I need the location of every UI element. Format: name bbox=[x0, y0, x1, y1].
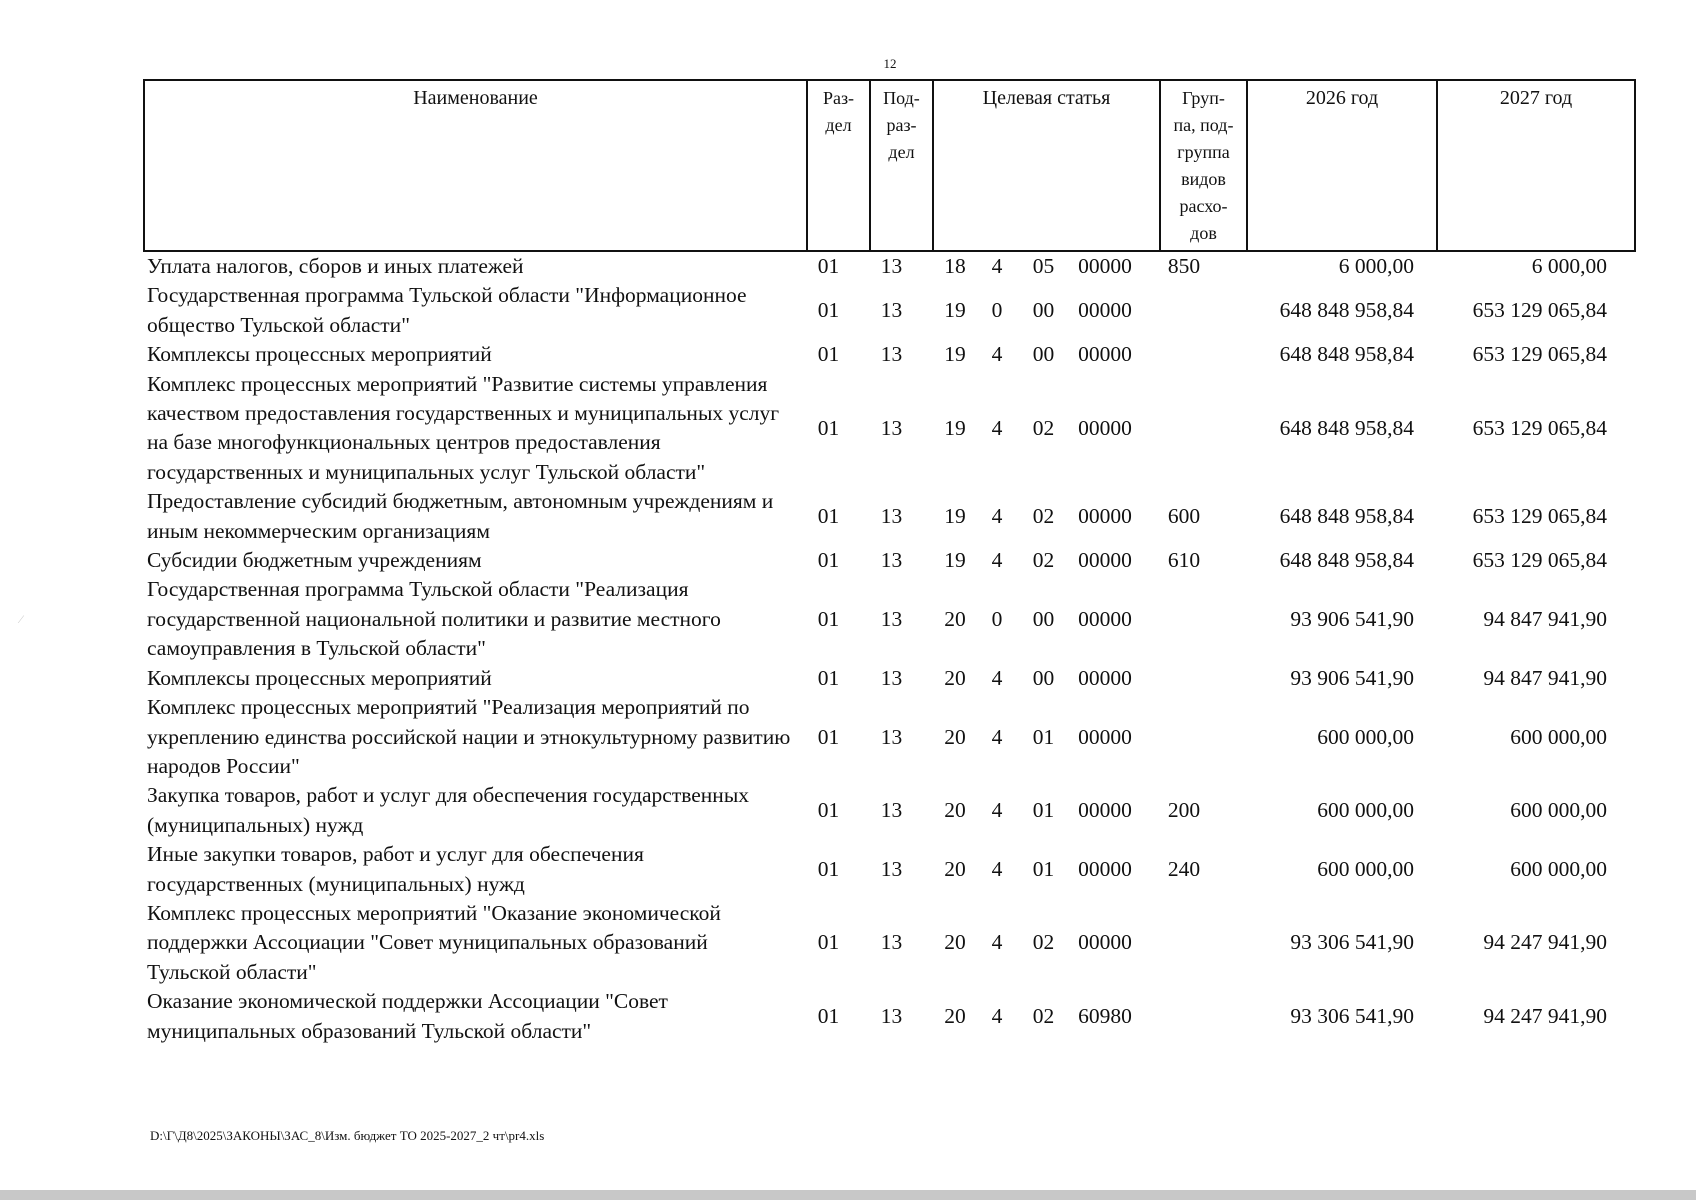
row-amount-2026: 648 848 958,84 bbox=[1279, 298, 1414, 323]
row-target-subprogram: 02 bbox=[1032, 1003, 1055, 1028]
row-name: Субсидии бюджетным учреждениям bbox=[147, 548, 482, 573]
table-row bbox=[143, 664, 1636, 693]
header-razdel: Раз- дел bbox=[806, 81, 869, 250]
row-target-program: 19 bbox=[944, 342, 966, 367]
header-target-article: Целевая статья bbox=[932, 81, 1159, 250]
row-name: Предоставление субсидий бюджетным, автономным учреждениям и иным некоммерческим организациям bbox=[147, 489, 774, 543]
row-razdel: 01 bbox=[817, 548, 840, 573]
table-row bbox=[143, 340, 1636, 369]
row-podrazdel: 13 bbox=[880, 856, 903, 881]
row-amount-2026: 6 000,00 bbox=[1338, 254, 1414, 278]
row-target-program: 20 bbox=[944, 724, 966, 749]
row-podrazdel: 13 bbox=[880, 606, 903, 631]
row-target-subprogram: 01 bbox=[1032, 856, 1055, 881]
header-name: Наименование bbox=[413, 87, 538, 109]
table-row bbox=[143, 899, 1636, 987]
row-podrazdel: 13 bbox=[880, 298, 903, 323]
row-razdel: 01 bbox=[817, 503, 840, 528]
row-amount-2027: 94 847 941,90 bbox=[1483, 665, 1607, 690]
row-target-subprogram: 01 bbox=[1032, 724, 1055, 749]
row-target-direction: 00000 bbox=[1078, 665, 1132, 690]
row-target-subprogram: 01 bbox=[1032, 798, 1055, 823]
row-target-type: 4 bbox=[991, 254, 1003, 278]
row-name: Комплекс процессных мероприятий "Оказание экономической поддержки Ассоциации "Совет муниципальных образований Тульской области" bbox=[147, 900, 721, 984]
row-razdel: 01 bbox=[817, 1003, 840, 1028]
table-row bbox=[143, 546, 1636, 575]
row-target-program: 20 bbox=[944, 665, 966, 690]
row-podrazdel: 13 bbox=[880, 503, 903, 528]
table-row bbox=[143, 370, 1636, 488]
row-name: Уплата налогов, сборов и иных платежей bbox=[147, 254, 524, 278]
row-target-program: 18 bbox=[944, 254, 966, 278]
row-target-type: 4 bbox=[991, 342, 1003, 367]
row-target-program: 20 bbox=[944, 930, 966, 955]
row-podrazdel: 13 bbox=[880, 342, 903, 367]
row-target-program: 19 bbox=[944, 415, 966, 440]
row-target-subprogram: 00 bbox=[1032, 342, 1055, 367]
row-target-subprogram: 02 bbox=[1032, 415, 1055, 440]
row-amount-2027: 94 247 941,90 bbox=[1483, 1003, 1607, 1028]
row-amount-2027: 653 129 065,84 bbox=[1472, 342, 1607, 367]
row-group: 600 bbox=[1167, 503, 1201, 528]
header-group: Груп- па, под- группа видов расхо- дов bbox=[1159, 81, 1246, 250]
row-amount-2026: 600 000,00 bbox=[1317, 798, 1414, 823]
row-amount-2027: 600 000,00 bbox=[1510, 856, 1607, 881]
row-group: 200 bbox=[1167, 798, 1201, 823]
row-razdel: 01 bbox=[817, 798, 840, 823]
row-target-type: 4 bbox=[991, 798, 1003, 823]
row-name: Комплекс процессных мероприятий "Реализация мероприятий по укреплению единства российской нации и этнокультурному развитию народов России" bbox=[147, 695, 791, 778]
table-row bbox=[143, 840, 1636, 899]
row-amount-2027: 653 129 065,84 bbox=[1472, 548, 1607, 573]
row-target-subprogram: 02 bbox=[1032, 930, 1055, 955]
table-row bbox=[143, 487, 1636, 546]
row-target-type: 4 bbox=[991, 503, 1003, 528]
row-podrazdel: 13 bbox=[880, 724, 903, 749]
row-target-type: 0 bbox=[991, 298, 1003, 323]
table-row bbox=[143, 252, 1636, 281]
row-amount-2026: 600 000,00 bbox=[1317, 856, 1414, 881]
row-razdel: 01 bbox=[817, 298, 840, 323]
row-name: Оказание экономической поддержки Ассоциации "Совет муниципальных образований Тульской области" bbox=[147, 989, 668, 1043]
row-target-program: 19 bbox=[944, 503, 966, 528]
row-target-type: 4 bbox=[991, 548, 1003, 573]
row-target-direction: 00000 bbox=[1078, 798, 1132, 823]
table-row bbox=[143, 281, 1636, 340]
row-target-direction: 00000 bbox=[1078, 548, 1132, 573]
row-group: 610 bbox=[1167, 548, 1201, 573]
row-target-type: 4 bbox=[991, 415, 1003, 440]
row-amount-2026: 93 906 541,90 bbox=[1290, 665, 1414, 690]
row-target-program: 20 bbox=[944, 1003, 966, 1028]
row-podrazdel: 13 bbox=[880, 548, 903, 573]
row-razdel: 01 bbox=[817, 254, 840, 278]
row-target-type: 4 bbox=[991, 930, 1003, 955]
row-target-program: 20 bbox=[944, 606, 966, 631]
row-target-type: 4 bbox=[991, 724, 1003, 749]
row-target-direction: 00000 bbox=[1078, 724, 1132, 749]
row-amount-2027: 6 000,00 bbox=[1531, 254, 1607, 278]
row-razdel: 01 bbox=[817, 415, 840, 440]
row-amount-2027: 600 000,00 bbox=[1510, 724, 1607, 749]
row-amount-2026: 648 848 958,84 bbox=[1279, 503, 1414, 528]
row-target-direction: 00000 bbox=[1078, 606, 1132, 631]
row-podrazdel: 13 bbox=[880, 254, 903, 278]
row-target-type: 0 bbox=[991, 606, 1003, 631]
row-amount-2027: 653 129 065,84 bbox=[1472, 298, 1607, 323]
table-row bbox=[143, 693, 1636, 781]
row-podrazdel: 13 bbox=[880, 415, 903, 440]
scan-artifact-icon: ⁄ bbox=[20, 612, 23, 626]
row-razdel: 01 bbox=[817, 856, 840, 881]
row-name: Государственная программа Тульской области "Информационное общество Тульской области" bbox=[147, 283, 747, 337]
table-row bbox=[143, 781, 1636, 840]
row-razdel: 01 bbox=[817, 930, 840, 955]
row-target-direction: 00000 bbox=[1078, 254, 1132, 278]
table-row bbox=[143, 987, 1636, 1046]
row-target-direction: 00000 bbox=[1078, 415, 1132, 440]
row-target-direction: 00000 bbox=[1078, 856, 1132, 881]
table-row bbox=[143, 575, 1636, 663]
row-amount-2026: 93 306 541,90 bbox=[1290, 930, 1414, 955]
row-podrazdel: 13 bbox=[880, 1003, 903, 1028]
row-target-direction: 00000 bbox=[1078, 342, 1132, 367]
row-amount-2026: 600 000,00 bbox=[1317, 724, 1414, 749]
row-name: Государственная программа Тульской области "Реализация государственной национальной политики и развитие местного самоуправления в Тульской области" bbox=[147, 577, 721, 661]
row-amount-2027: 94 247 941,90 bbox=[1483, 930, 1607, 955]
row-podrazdel: 13 bbox=[880, 930, 903, 955]
footer-file-path: D:\Г\Д8\2025\ЗАКОНЫ\ЗАС_8\Изм. бюджет ТО 2025-2027_2 чт\pr4.xls bbox=[150, 1128, 545, 1143]
row-razdel: 01 bbox=[817, 724, 840, 749]
table-body bbox=[143, 252, 1636, 1046]
row-target-direction: 60980 bbox=[1078, 1003, 1132, 1028]
row-name: Комплекс процессных мероприятий "Развитие системы управления качеством предоставления государственных и муниципальных услуг на базе многофункциональных центров предоставления государственных и муниципальных услуг Тульской области" bbox=[147, 371, 780, 484]
row-name: Закупка товаров, работ и услуг для обеспечения государственных (муниципальных) нужд bbox=[147, 783, 750, 837]
row-amount-2027: 94 847 941,90 bbox=[1483, 606, 1607, 631]
row-target-direction: 00000 bbox=[1078, 298, 1132, 323]
row-target-subprogram: 00 bbox=[1032, 298, 1055, 323]
row-target-program: 20 bbox=[944, 798, 966, 823]
row-podrazdel: 13 bbox=[880, 665, 903, 690]
header-year-2026: 2026 год bbox=[1246, 81, 1436, 250]
row-target-program: 19 bbox=[944, 548, 966, 573]
row-target-subprogram: 02 bbox=[1032, 548, 1055, 573]
row-amount-2026: 93 906 541,90 bbox=[1290, 606, 1414, 631]
row-amount-2027: 653 129 065,84 bbox=[1472, 503, 1607, 528]
row-target-direction: 00000 bbox=[1078, 930, 1132, 955]
row-amount-2026: 93 306 541,90 bbox=[1290, 1003, 1414, 1028]
row-amount-2026: 648 848 958,84 bbox=[1279, 415, 1414, 440]
header-podrazdel: Под- раз- дел bbox=[869, 81, 932, 250]
row-amount-2026: 648 848 958,84 bbox=[1279, 548, 1414, 573]
row-target-program: 20 bbox=[944, 856, 966, 881]
page-bottom-edge bbox=[0, 1190, 1696, 1200]
row-target-type: 4 bbox=[991, 1003, 1003, 1028]
row-group: 850 bbox=[1167, 254, 1201, 278]
row-podrazdel: 13 bbox=[880, 798, 903, 823]
row-razdel: 01 bbox=[817, 342, 840, 367]
row-name: Комплексы процессных мероприятий bbox=[147, 342, 492, 367]
row-name: Комплексы процессных мероприятий bbox=[147, 665, 492, 690]
page-number: 12 bbox=[883, 56, 897, 71]
row-target-subprogram: 02 bbox=[1032, 503, 1055, 528]
row-amount-2027: 653 129 065,84 bbox=[1472, 415, 1607, 440]
table-header bbox=[143, 79, 1636, 252]
row-target-subprogram: 05 bbox=[1032, 254, 1055, 278]
row-target-subprogram: 00 bbox=[1032, 606, 1055, 631]
row-amount-2026: 648 848 958,84 bbox=[1279, 342, 1414, 367]
row-target-subprogram: 00 bbox=[1032, 665, 1055, 690]
header-year-2027: 2027 год bbox=[1436, 81, 1634, 250]
row-amount-2027: 600 000,00 bbox=[1510, 798, 1607, 823]
row-razdel: 01 bbox=[817, 606, 840, 631]
row-name: Иные закупки товаров, работ и услуг для обеспечения государственных (муниципальных) нужд bbox=[147, 842, 644, 896]
row-razdel: 01 bbox=[817, 665, 840, 690]
row-group: 240 bbox=[1167, 856, 1201, 881]
row-target-type: 4 bbox=[991, 856, 1003, 881]
row-target-direction: 00000 bbox=[1078, 503, 1132, 528]
row-target-program: 19 bbox=[944, 298, 966, 323]
row-target-type: 4 bbox=[991, 665, 1003, 690]
